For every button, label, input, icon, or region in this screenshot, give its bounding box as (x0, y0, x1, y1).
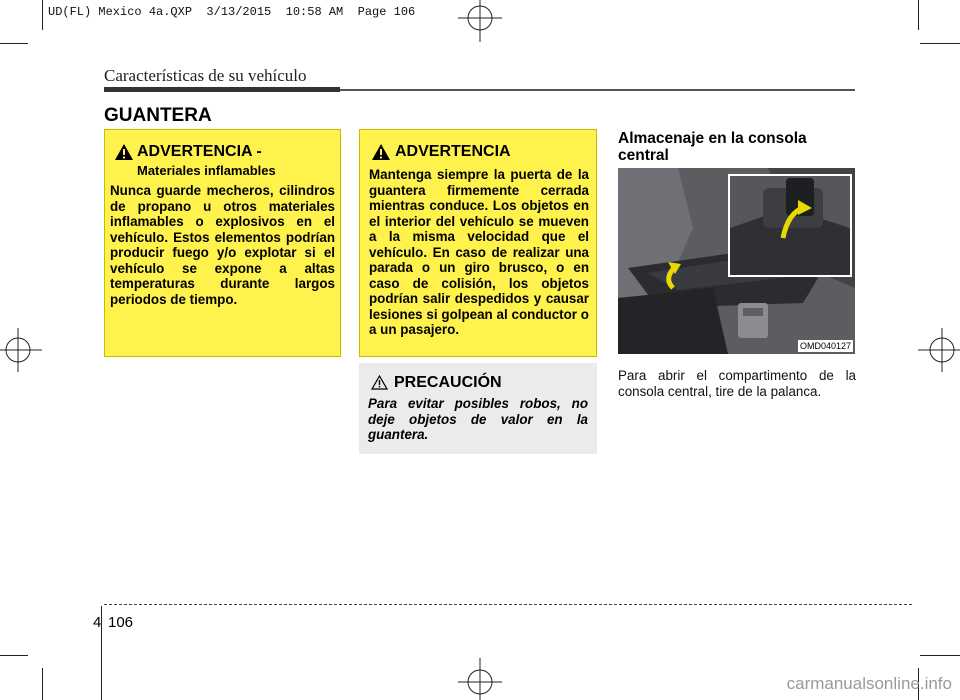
warning-subtitle: Materiales inflamables (137, 163, 276, 178)
crop-mark (42, 668, 43, 700)
chapter-number: 4 (93, 614, 102, 631)
caution-title: PRECAUCIÓN (394, 374, 502, 391)
warning-box-flammable (104, 129, 341, 357)
crop-mark (0, 43, 28, 44)
warning-body: Mantenga siempre la puerta de la guantera firmemente cerrada mientras conduce. Los objetos en el interior del vehículo se mueven a la misma velocidad que el vehículo. En caso de realizar una parada o un giro brusco, o en caso de colisión, los objetos podrían salir despedidos y causar lesiones si golpean al conductor o a un pasajero. (369, 167, 589, 337)
registration-mark-left (0, 320, 45, 380)
warning-box-glovebox (359, 129, 597, 357)
section-title: GUANTERA (104, 105, 212, 126)
crop-mark (42, 0, 43, 30)
console-instruction: Para abrir el compartimento de la consola central, tire de la palanca. (618, 368, 856, 399)
warning-icon (372, 144, 390, 160)
crop-mark (918, 0, 919, 30)
watermark: carmanualsonline.info (786, 674, 952, 693)
warning-body: Nunca guarde mecheros, cilindros de propano u otros materiales inflamables o explosivos en el vehículo. Estos elementos podrían producir fuego y/o explotar si el vehículo se expone a altas temperaturas durante largos periodos de tiempo. (110, 183, 335, 307)
header-rule-thin (340, 89, 855, 91)
caution-icon (371, 375, 388, 390)
crop-mark (920, 655, 960, 656)
warning-icon (115, 144, 133, 160)
registration-mark-top (450, 0, 510, 45)
registration-mark-bottom (450, 655, 510, 700)
running-head: Características de su vehículo (104, 66, 307, 85)
crop-mark (920, 43, 960, 44)
warning-title: ADVERTENCIA (395, 143, 511, 160)
page-number: 106 (108, 614, 134, 631)
image-code: OMD040127 (799, 341, 851, 351)
caution-body: Para evitar posibles robos, no deje objetos de valor en la guantera. (368, 396, 588, 442)
subsection-title: Almacenaje en la consola central (618, 130, 807, 164)
header-rule (104, 87, 340, 92)
console-illustration (618, 168, 855, 354)
crop-mark (0, 655, 28, 656)
warning-title: ADVERTENCIA - (137, 143, 262, 160)
caution-box (359, 363, 597, 454)
console-photo (618, 168, 855, 354)
registration-mark-right (915, 320, 960, 380)
print-slug: UD(FL) Mexico 4a.QXP 3/13/2015 10:58 AM Page 106 (48, 5, 416, 19)
footer-rule (104, 604, 912, 605)
